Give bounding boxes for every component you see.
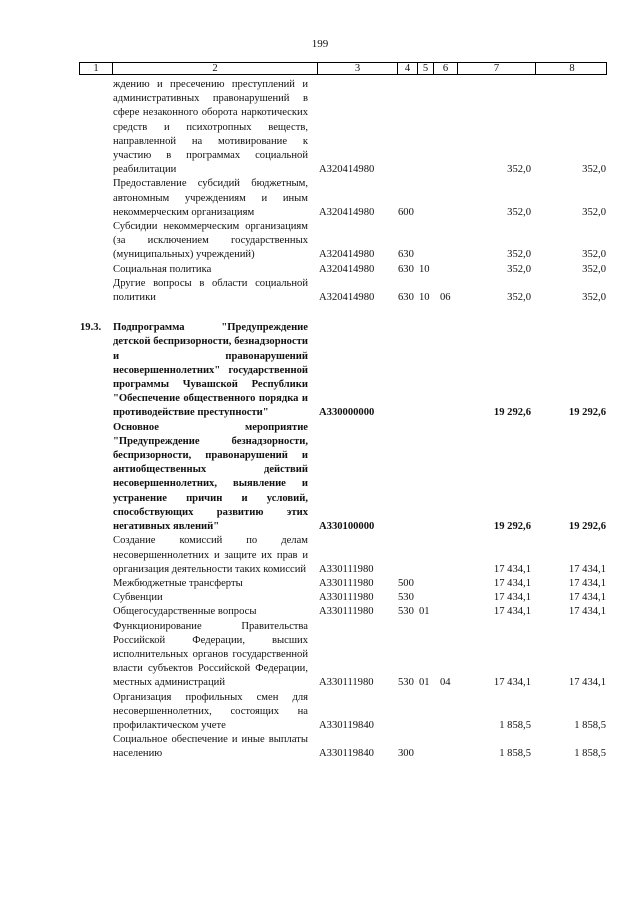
- header-col-8: 8: [569, 63, 575, 74]
- row-name: Социальная политика: [113, 263, 212, 275]
- row-expense-type: 630: [398, 263, 414, 275]
- row-code: А320414980: [319, 249, 375, 261]
- row-expense-type: 530: [398, 677, 414, 689]
- row-amount-year-1: 352,0: [507, 249, 531, 261]
- row-code: А320414980: [319, 164, 375, 176]
- row-amount-year-2: 352,0: [582, 164, 606, 176]
- row-subsection: 04: [440, 677, 451, 689]
- table-body: [0, 78, 640, 762]
- row-code: А330111980: [319, 606, 374, 618]
- row-subsection: 06: [440, 292, 451, 304]
- row-code: А330100000: [319, 521, 375, 533]
- row-amount-year-1: 17 434,1: [493, 577, 531, 589]
- row-amount-year-2: 1 858,5: [574, 719, 606, 731]
- row-expense-type: 530: [398, 606, 414, 618]
- row-code: А330111980: [319, 592, 374, 604]
- row-amount-year-2: 19 292,6: [568, 407, 606, 419]
- row-code: А330119840: [319, 748, 374, 760]
- row-amount-year-2: 17 434,1: [568, 606, 606, 618]
- row-code: А320414980: [319, 292, 375, 304]
- row-name: Создание комиссий по делам несовершеннолетних и защите их прав и организация деятельности таких комиссий: [113, 535, 308, 575]
- row-expense-type: 300: [398, 748, 414, 760]
- row-amount-year-1: 352,0: [507, 263, 531, 275]
- row-amount-year-1: 1 858,5: [499, 748, 531, 760]
- header-col-7: 7: [458, 63, 536, 75]
- row-expense-type: 600: [398, 206, 414, 218]
- table-row: [0, 321, 640, 420]
- header-col-3: 3: [318, 63, 398, 75]
- row-code: А330119840: [319, 719, 374, 731]
- row-expense-type: 630: [398, 292, 414, 304]
- row-amount-year-1: 352,0: [507, 206, 531, 218]
- row-amount-year-1: 19 292,6: [493, 521, 531, 533]
- row-number: 19.3.: [80, 322, 102, 334]
- row-amount-year-2: 17 434,1: [568, 592, 606, 604]
- row-amount-year-1: 17 434,1: [493, 677, 531, 689]
- row-amount-year-2: 19 292,6: [568, 521, 606, 533]
- row-amount-year-1: 17 434,1: [493, 563, 531, 575]
- row-amount-year-2: 17 434,1: [568, 577, 606, 589]
- row-amount-year-1: 1 858,5: [499, 719, 531, 731]
- header-col-6: 6: [434, 63, 458, 75]
- row-name: Общегосударственные вопросы: [113, 606, 257, 618]
- table-row: [0, 605, 640, 619]
- row-name: ждению и пресечению преступлений и административных правонарушений в сфере незаконного оборота наркотических средств и психотропных веществ, направленной на мотивирование к участию в программах социальной реабилитации: [113, 79, 308, 176]
- row-amount-year-1: 17 434,1: [493, 606, 531, 618]
- row-name: Предоставление субсидий бюджетным, автономным учреждениям и иным некоммерческим организациям: [113, 178, 308, 218]
- table-row: [0, 220, 640, 263]
- row-amount-year-2: 352,0: [582, 263, 606, 275]
- row-name: Социальное обеспечение и иные выплаты населению: [113, 734, 308, 760]
- row-code: А330111980: [319, 577, 374, 589]
- row-section: 10: [419, 263, 430, 275]
- row-name: Организация профильных смен для несовершеннолетних, состоящих на профилактическом учете: [113, 691, 308, 731]
- table-row: [0, 620, 640, 691]
- row-code: А330111980: [319, 677, 374, 689]
- header-col-5: 5: [418, 63, 434, 75]
- row-amount-year-2: 352,0: [582, 206, 606, 218]
- table-row: [0, 733, 640, 761]
- row-code: А320414980: [319, 206, 375, 218]
- row-section: 10: [419, 292, 430, 304]
- header-col-1: 1: [80, 63, 113, 75]
- table-row: [0, 263, 640, 277]
- table-row: [0, 591, 640, 605]
- row-amount-year-2: 17 434,1: [568, 563, 606, 575]
- row-amount-year-2: 352,0: [582, 249, 606, 261]
- table-row: [0, 177, 640, 220]
- row-amount-year-1: 352,0: [507, 292, 531, 304]
- header-col-4: 4: [398, 63, 418, 75]
- table-header: [79, 62, 607, 75]
- row-name: Субсидии некоммерческим организациям (за исключением государственных (муниципальных) учреждений): [113, 221, 308, 261]
- row-code: А330000000: [319, 407, 375, 419]
- row-name: Субвенции: [113, 592, 163, 604]
- row-section: 01: [419, 606, 430, 618]
- row-expense-type: 530: [398, 592, 414, 604]
- row-code: А330111980: [319, 563, 374, 575]
- row-amount-year-1: 17 434,1: [493, 592, 531, 604]
- table-row: [0, 691, 640, 734]
- row-name: Основное мероприятие "Предупреждение безнадзорности, беспризорности, правонарушений и антиобщественных действий несовершеннолетних, выявление и устранение причин и условий, способствующих развитию этих негативных явлений": [113, 421, 308, 533]
- table-row: [0, 421, 640, 535]
- row-amount-year-1: 19 292,6: [493, 407, 531, 419]
- table-row: [0, 78, 640, 177]
- row-name: Межбюджетные трансферты: [113, 577, 243, 589]
- table-row: [0, 577, 640, 591]
- table-row: [0, 277, 640, 305]
- row-amount-year-2: 352,0: [582, 292, 606, 304]
- table-row: [0, 534, 640, 577]
- row-expense-type: 630: [398, 249, 414, 261]
- row-expense-type: 500: [398, 577, 414, 589]
- row-name: Другие вопросы в области социальной политики: [113, 277, 308, 304]
- page-number: 199: [311, 38, 329, 50]
- row-name: Подпрограмма "Предупреждение детской беспризорности, безнадзорности и правонарушений несовершеннолетних" государственной программы Чувашской Республики "Обеспечение общественного порядка и противодействие преступности": [113, 322, 308, 419]
- row-code: А320414980: [319, 263, 375, 275]
- row-section: 01: [419, 677, 430, 689]
- header-col-2: 2: [113, 63, 318, 75]
- row-name: Функционирование Правительства Российской Федерации, высших исполнительных органов государственной власти субъектов Российской Федерации, местных администраций: [113, 620, 308, 689]
- row-amount-year-1: 352,0: [507, 164, 531, 176]
- row-amount-year-2: 17 434,1: [568, 677, 606, 689]
- row-amount-year-2: 1 858,5: [574, 748, 606, 760]
